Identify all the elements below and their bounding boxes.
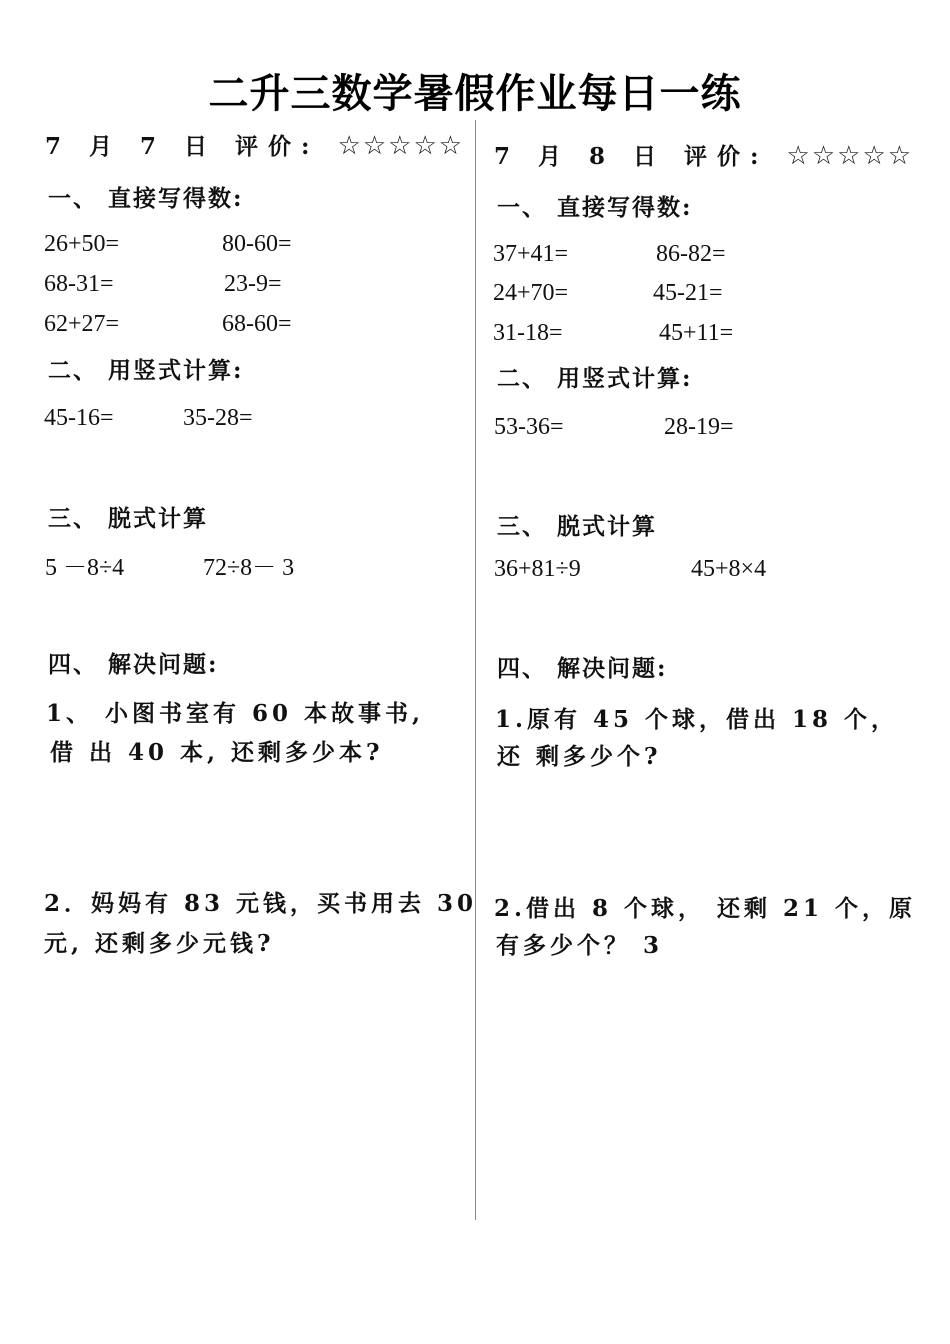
page-title: 二升三数学暑假作业每日一练 xyxy=(208,71,742,117)
right-direct-problem: 37+41= xyxy=(493,241,569,267)
left-direct-problem: 68-31= xyxy=(44,271,114,297)
left-direct-problem: 80-60= xyxy=(222,231,292,257)
left-rating-stars: ☆☆☆☆☆ xyxy=(337,131,465,161)
left-direct-problem: 26+50= xyxy=(44,231,120,257)
right-date-header xyxy=(494,138,913,171)
left-section-4-heading: 四、 解决问题: xyxy=(48,651,219,678)
right-section-1-heading: 一、 直接写得数: xyxy=(497,194,693,221)
right-section-4-heading: 四、 解决问题: xyxy=(497,655,668,682)
right-date-label: 7 月 8 日 评价: xyxy=(494,143,769,170)
right-word-problem-1-cont: 还 剩多少个? xyxy=(497,743,662,770)
right-word-problem-2: 2.借出 8 个球， 还剩 21 个，原 xyxy=(494,895,917,922)
left-section-2-heading: 二、 用竖式计算: xyxy=(48,357,244,384)
left-vertical-problem: 35-28= xyxy=(183,405,253,431)
left-direct-problem: 23-9= xyxy=(224,271,282,297)
left-section-1-heading: 一、 直接写得数: xyxy=(48,185,244,212)
right-vertical-problem: 28-19= xyxy=(664,414,734,440)
left-direct-problem: 62+27= xyxy=(44,311,120,337)
left-vertical-problem: 45-16= xyxy=(44,405,114,431)
right-section-2-heading: 二、 用竖式计算: xyxy=(497,365,693,392)
right-direct-problem: 31-18= xyxy=(493,320,563,346)
right-direct-problem: 24+70= xyxy=(493,280,569,306)
right-stepwise-problem: 36+81÷9 xyxy=(494,556,581,582)
right-vertical-problem: 53-36= xyxy=(494,414,564,440)
column-divider xyxy=(475,120,476,1220)
left-stepwise-problem: 72÷8－ 3 xyxy=(203,555,295,581)
left-stepwise-problem: 5 －8÷4 xyxy=(45,555,125,581)
right-direct-problem: 86-82= xyxy=(656,241,726,267)
right-direct-problem: 45-21= xyxy=(653,280,723,306)
left-date-label: 7 月 7 日 评价: xyxy=(45,133,320,160)
left-date-header xyxy=(45,128,464,161)
right-word-problem-1: 1.原有 45 个球，借出 18 个， xyxy=(495,706,899,733)
right-word-problem-2-cont: 有多少个？ 3 xyxy=(496,932,664,959)
left-section-3-heading: 三、 脱式计算 xyxy=(48,505,209,532)
left-word-problem-1-cont: 借 出 40 本, 还剩多少本? xyxy=(50,739,384,766)
left-direct-problem: 68-60= xyxy=(222,311,292,337)
right-rating-stars: ☆☆☆☆☆ xyxy=(786,141,914,171)
right-section-3-heading: 三、 脱式计算 xyxy=(497,513,658,540)
left-word-problem-1: 1、 小图书室有 60 本故事书, xyxy=(46,700,425,727)
left-word-problem-2: 2．妈妈有 83 元钱，买书用去 30 xyxy=(44,890,478,917)
right-stepwise-problem: 45+8×4 xyxy=(691,556,767,582)
right-direct-problem: 45+11= xyxy=(659,320,734,346)
left-word-problem-2-cont: 元, 还剩多少元钱? xyxy=(44,930,275,957)
